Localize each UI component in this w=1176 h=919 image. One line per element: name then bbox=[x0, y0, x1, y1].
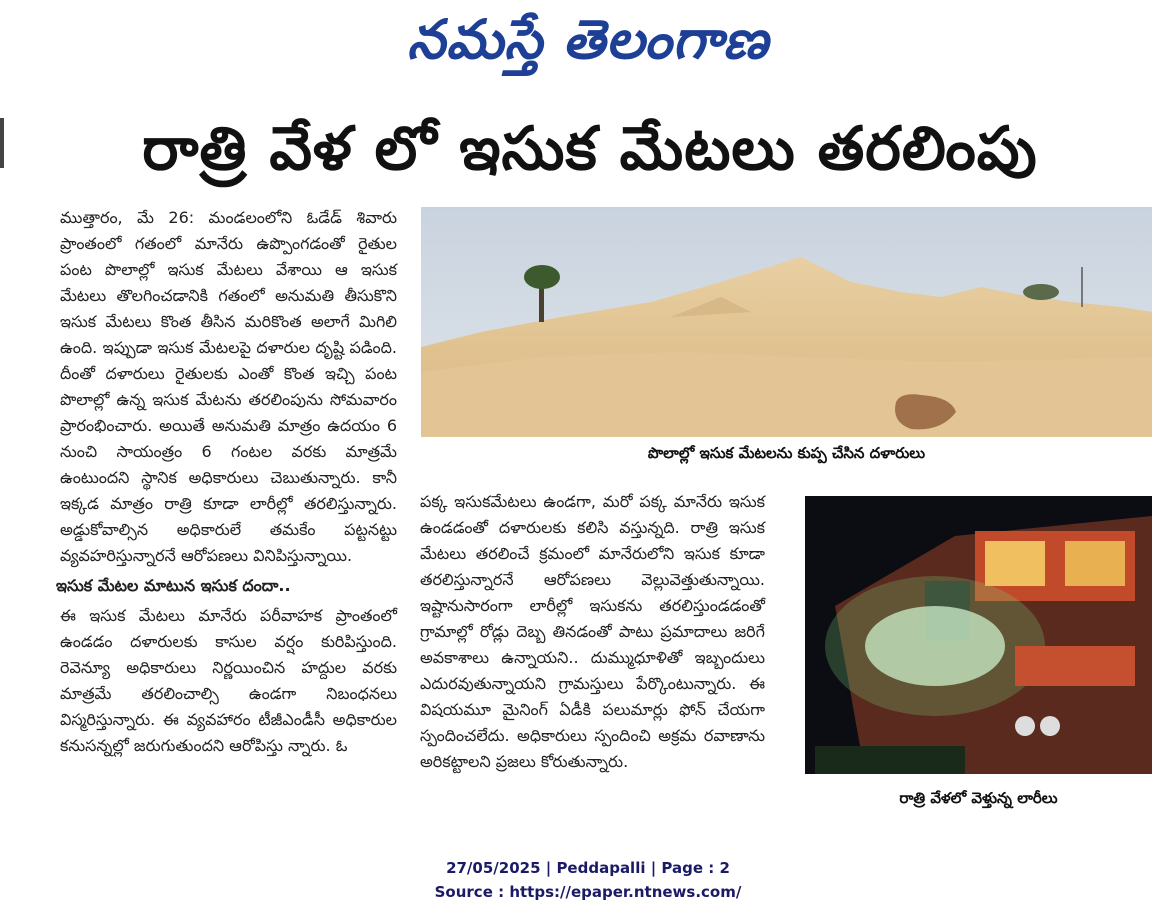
article-paragraph-3: పక్క ఇసుకమేటలు ఉండగా, మరో పక్క మానేరు ఇసుక ఉండడంతో దళారులకు కలిసి వస్తున్నది. రాత్రి ఇసుక మేటలు తరలించే క్రమంలో మానేరులోని ఇసుక కూడా తరలిస్తున్నారనే ఆరోపణలు వెల్లువెత్తుతున్నాయి. ఇష్టానుసారంగా లారీల్లో ఇసుకను తరలిస్తుండడంతో గ్రామాల్లో రోడ్లు దెబ్బ తినడంతో పాటు ప్రమాదాలు జరిగే అవకాశాలు ఉన్నాయని.. దుమ్ముధూళితో ఇబ్బందులు ఎదురవుతున్నాయని గ్రామస్తులు పేర్కొంటున్నారు. ఈ విషయమూ మైనింగ్ ఏడీకి పలుమార్లు ఫోన్ చేయగా స్పందించలేదు. అధికారులు స్పందించి అక్రమ రవాణాను అరికట్టాలని ప్రజలు కోరుతున్నారు. bbox=[420, 492, 765, 771]
masthead-title: నమస్తే తెలంగాణ bbox=[407, 7, 769, 71]
article-paragraph-2: ఈ ఇసుక మేటలు మానేరు పరీవాహక ప్రాంతంలో ఉండడం దళారులకు కాసుల వర్షం కురిపిస్తుంది. రెవెన్యూ అధికారులు నిర్ణయించిన హద్దుల వరకు మాత్రమే తరలించాల్సి ఉండగా నిబంధనలు విస్మరిస్తున్నారు. ఈ వ్యవహారం టీజీఎండీసీ అధికారుల కనుసన్నల్లో జరుగుతుందని ఆరోపిస్తు న్నారు. ఓ bbox=[60, 606, 397, 755]
margin-rule bbox=[0, 118, 4, 168]
article-column-right bbox=[420, 489, 765, 775]
sand-dunes-illustration bbox=[421, 207, 1152, 437]
article-subheading: ఇసుక మేటల మాటున ఇసుక దందా.. bbox=[56, 576, 291, 595]
sand-dunes-photo bbox=[421, 207, 1152, 437]
page-footer bbox=[0, 856, 1176, 904]
article-headline: రాత్రి వేళ లో ఇసుక మేటలు తరలింపు bbox=[142, 114, 1038, 184]
footer-source-line: Source : https://epaper.ntnews.com/ bbox=[434, 883, 742, 901]
footer-date-line: 27/05/2025 | Peddapalli | Page : 2 bbox=[446, 859, 730, 877]
lorry-night-photo bbox=[805, 496, 1152, 774]
lorry-night-illustration bbox=[805, 496, 1152, 774]
photo-caption-lorry: రాత్రి వేళలో వెళ్తున్న లారీలు bbox=[899, 789, 1058, 807]
photo-caption-sand: పొలాల్లో ఇసుక మేటలను కుప్ప చేసిన దళారులు bbox=[647, 444, 926, 462]
article-paragraph-1: ముత్తారం, మే 26: మండలంలోని ఓడేడ్ శివారు ప్రాంతంలో గతంలో మానేరు ఉప్పొంగడంతో రైతుల పంట పొలాల్లో ఇసుక మేటలు వేశాయి ఆ ఇసుక మేటలు తొలగించడానికి గతంలో అనుమతి తీసుకొని ఇసుక మేటలు కొంత తీసిన మరికొంత అలాగే మిగిలి ఉంది. ఇప్పుడా ఇసుక మేటలపై దళారుల దృష్టి పడింది. దీంతో దళారులు రైతులకు ఎంతో కొంత ఇచ్చి పంట పొలాల్లో ఉన్న ఇసుక మేటను తరలింపును సోమవారం ప్రారంభించారు. అయితే అనుమతి మాత్రం ఉదయం 6 నుంచి సాయంత్రం 6 గంటల వరకు మాత్రమే ఉంటుందని స్థానిక అధికారులు చెబుతున్నారు. కానీ ఇక్కడ మాత్రం రాత్రి కూడా లారీల్లో తరలిస్తున్నారు. అడ్డుకోవాల్సిన అధికారులే తమకేం పట్టనట్టు వ్యవహరిస్తున్నారనే ఆరోపణలు వినిపిస్తున్నాయి. bbox=[60, 208, 397, 565]
article-column-left bbox=[56, 205, 397, 759]
